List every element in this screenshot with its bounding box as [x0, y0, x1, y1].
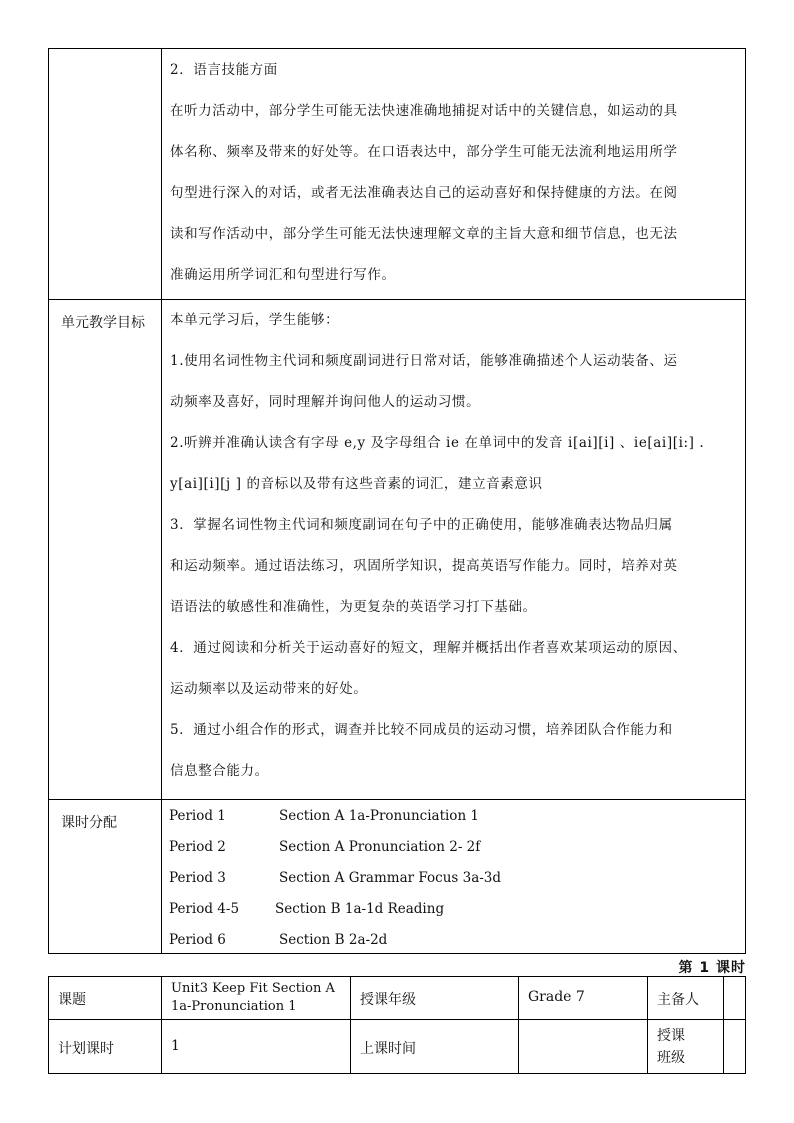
class-label-cell	[648, 1020, 724, 1073]
period-section: Section B 1a-1d Reading	[275, 901, 445, 917]
teaching-goals-row	[49, 300, 745, 800]
unit-plan-table	[48, 48, 746, 954]
class-label-line2: 班级	[657, 1050, 685, 1066]
period-section: Section B 2a-2d	[279, 932, 388, 948]
goal-line: 5．通过小组合作的形式，调查并比较不同成员的运动习惯，培养团队合作能力和	[170, 722, 673, 738]
grade-label-cell	[351, 977, 519, 1020]
grade-value: Grade 7	[528, 989, 585, 1005]
time-label: 上课时间	[360, 1041, 416, 1057]
hours-value: 1	[171, 1038, 180, 1054]
preparer-label: 主备人	[657, 992, 699, 1008]
period-schedule-label: 课时分配	[61, 815, 117, 831]
period-name: Period 2	[169, 839, 226, 855]
hours-value-cell	[162, 1020, 351, 1073]
period-schedule-content-cell	[162, 800, 745, 953]
preparer-value-cell	[724, 977, 745, 1020]
period-section: Section A Pronunciation 2- 2f	[279, 839, 481, 855]
period-name: Period 6	[169, 932, 226, 948]
goal-line: 和运动频率。通过语法练习，巩固所学知识，提高英语写作能力。同时，培养对英	[170, 558, 678, 574]
topic-value-line1: Unit3 Keep Fit Section A	[171, 981, 335, 996]
paragraph-line: 句型进行深入的对话，或者无法准确表达自己的运动喜好和保持健康的方法。在阅	[170, 185, 678, 201]
goal-line: 语语法的敏感性和准确性，为更复杂的英语学习打下基础。	[170, 599, 537, 615]
language-skills-content-cell	[162, 49, 745, 299]
language-skills-row	[49, 49, 745, 300]
class-label-line1: 授课	[657, 1028, 685, 1044]
goal-line: 动频率及喜好，同时理解并询问他人的运动习惯。	[170, 394, 481, 410]
goal-line: 运动频率以及运动带来的好处。	[170, 681, 368, 697]
class-value-cell	[724, 1020, 745, 1073]
period-name: Period 3	[169, 870, 226, 886]
goal-line: 2.听辨并准确认读含有字母 e,y 及字母组合 ie 在单词中的发音 i[ai][i] 、ie[ai][i:] .	[170, 435, 705, 451]
paragraph-line: 在听力活动中，部分学生可能无法快速准确地捕捉对话中的关键信息，如运动的具	[170, 103, 678, 119]
goal-line: y[ai][i][j ] 的音标以及带有这些音素的词汇，建立音素意识	[170, 476, 543, 492]
teaching-goals-label-cell	[49, 300, 162, 799]
topic-label: 课题	[58, 992, 86, 1008]
paragraph-line: 体名称、频率及带来的好处等。在口语表达中，部分学生可能无法流利地运用所学	[170, 144, 678, 160]
grade-label: 授课年级	[360, 992, 416, 1008]
time-label-cell	[351, 1020, 519, 1073]
grade-value-cell	[519, 977, 648, 1020]
goal-line: 4．通过阅读和分析关于运动喜好的短文，理解并概括出作者喜欢某项运动的原因、	[170, 640, 687, 656]
period-section: Section A Grammar Focus 3a-3d	[279, 870, 502, 886]
lesson-number-heading: 第 1 课时	[678, 960, 746, 976]
teaching-goals-content-cell	[162, 300, 745, 799]
goal-line: 本单元学习后，学生能够：	[170, 312, 340, 328]
topic-value-cell	[162, 977, 351, 1020]
time-value-cell	[519, 1020, 648, 1073]
period-schedule-label-cell	[49, 800, 162, 953]
goal-line: 3．掌握名词性物主代词和频度副词在句子中的正确使用，能够准确表达物品归属	[170, 517, 673, 533]
lesson-info-table	[48, 976, 746, 1074]
goal-line: 信息整合能力。	[170, 763, 269, 779]
period-section: Section A 1a-Pronunciation 1	[279, 808, 480, 824]
teaching-goals-label: 单元教学目标	[61, 315, 145, 331]
period-name: Period 1	[169, 808, 226, 824]
hours-label-cell	[49, 1020, 162, 1073]
hours-label: 计划课时	[58, 1041, 114, 1057]
preparer-label-cell	[648, 977, 724, 1020]
period-schedule-row	[49, 800, 745, 953]
topic-value-line2: 1a-Pronunciation 1	[171, 999, 297, 1014]
language-skills-label-cell	[49, 49, 162, 299]
period-name: Period 4-5	[169, 901, 240, 917]
language-skills-heading: 2．语言技能方面	[170, 62, 278, 78]
goal-line: 1.使用名词性物主代词和频度副词进行日常对话，能够准确描述个人运动装备、运	[170, 353, 678, 369]
topic-label-cell	[49, 977, 162, 1020]
paragraph-line: 准确运用所学词汇和句型进行写作。	[170, 267, 396, 283]
paragraph-line: 读和写作活动中，部分学生可能无法快速理解文章的主旨大意和细节信息，也无法	[170, 226, 678, 242]
